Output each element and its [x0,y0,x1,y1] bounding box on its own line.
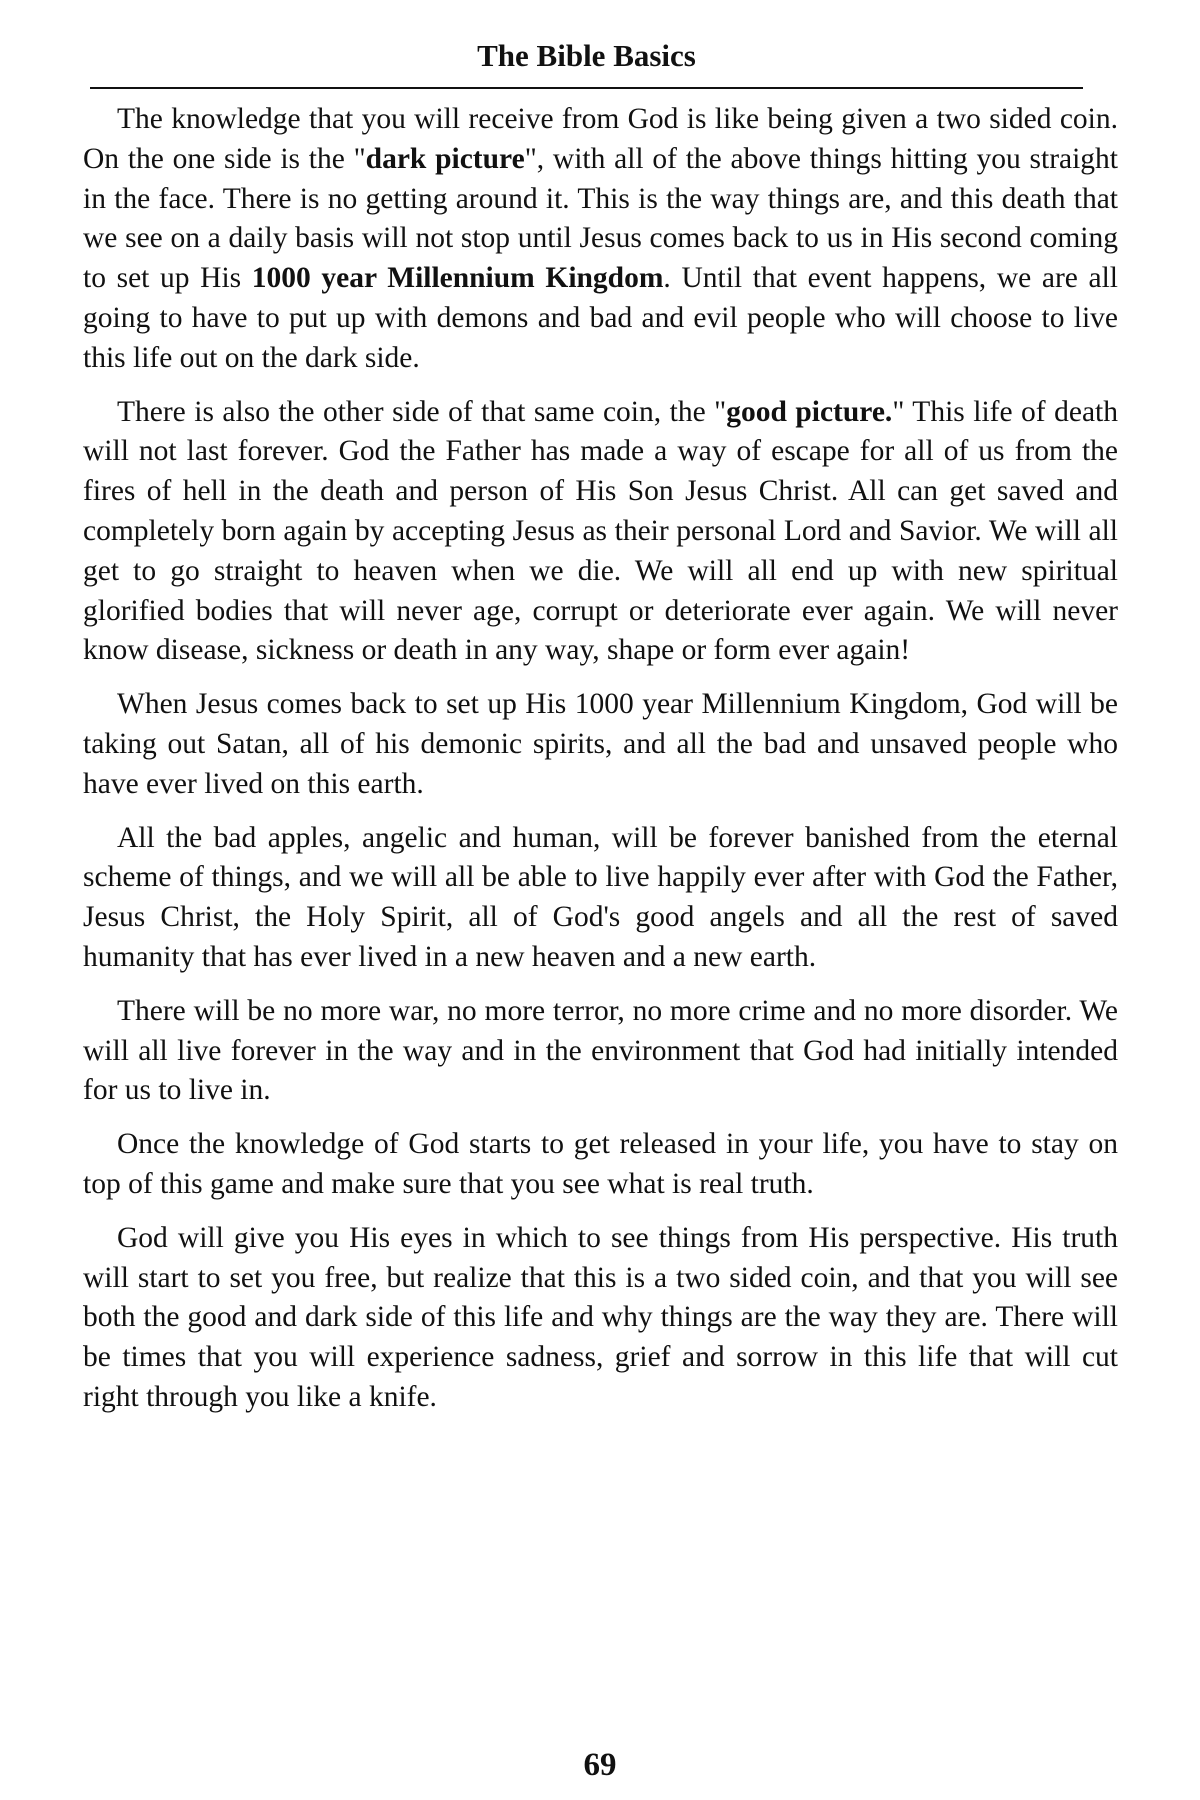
paragraph-7: God will give you His eyes in which to see things from His perspective. His truth will start to set you free, but realize that this is a two sided coin, and that you will see both the good and dark side of this life and why things are the way they are. There will be times that you will experience sadness, grief and sorrow in this life that will cut right through you like a knife. [83,1221,1118,1413]
paragraph-2-text-b: " This life of death will not last forever. God the Father has made a way of escape for all of us from the fires of hell in the death and person of His Son Jesus Christ. All can get saved and completely born again by accepting Jesus as their personal Lord and Savior. We will all get to go straight to heaven when we die. We will all end up with new spiritual glorified bodies that will never age, corrupt or deteriorate ever again. We will never know disease, sickness or death in any way, shape or form ever again! [83,395,1118,667]
paragraph-1 [83,100,1118,379]
header-rule [90,87,1083,89]
paragraph-5: There will be no more war, no more terror, no more crime and no more disorder. We will all live forever in the way and in the environment that God had initially intended for us to live in. [83,994,1118,1107]
paragraph-3: When Jesus comes back to set up His 1000 year Millennium Kingdom, God will be taking out Satan, all of his demonic spirits, and all the bad and unsaved people who have ever lived on this earth. [83,688,1118,800]
paragraph-2-bold-good-picture: good picture. [726,395,893,428]
paragraph-2-text-a: There is also the other side of that same coin, the " [117,395,727,428]
running-header-title: The Bible Basics [477,38,696,73]
paragraph-1-text-b: ", with all of the above things hitting you straight in the face. There is no getting around it. This is the way things are, and this death that we see on a daily basis will not stop until Jesus comes back to us in His second coming to set up His [83,142,1119,295]
paragraph-1-text-a: The knowledge that you will receive from God is like being given a two sided coin. On the one side is the " [83,103,1118,175]
paragraph-1-bold-dark-picture: dark picture [365,142,525,175]
paragraph-1-bold-millennium-kingdom: 1000 year Millennium Kingdom [251,262,664,295]
body-text [83,100,1118,1432]
page-number: 69 [583,1747,617,1783]
paragraph-6: Once the knowledge of God starts to get released in your life, you have to stay on top of this game and make sure that you see what is real truth. [83,1128,1118,1200]
paragraph-2 [83,393,1118,672]
paragraph-4: All the bad apples, angelic and human, will be forever banished from the eternal scheme of things, and we will all be able to live happily ever after with God the Father, Jesus Christ, the Holy Spirit, all of God's good angels and all the rest of saved humanity that has ever lived in a new heaven and a new earth. [83,821,1118,973]
paragraph-1-text-c: . Until that event happens, we are all going to have to put up with demons and bad and evil people who will choose to live this life out on the dark side. [83,262,1119,374]
